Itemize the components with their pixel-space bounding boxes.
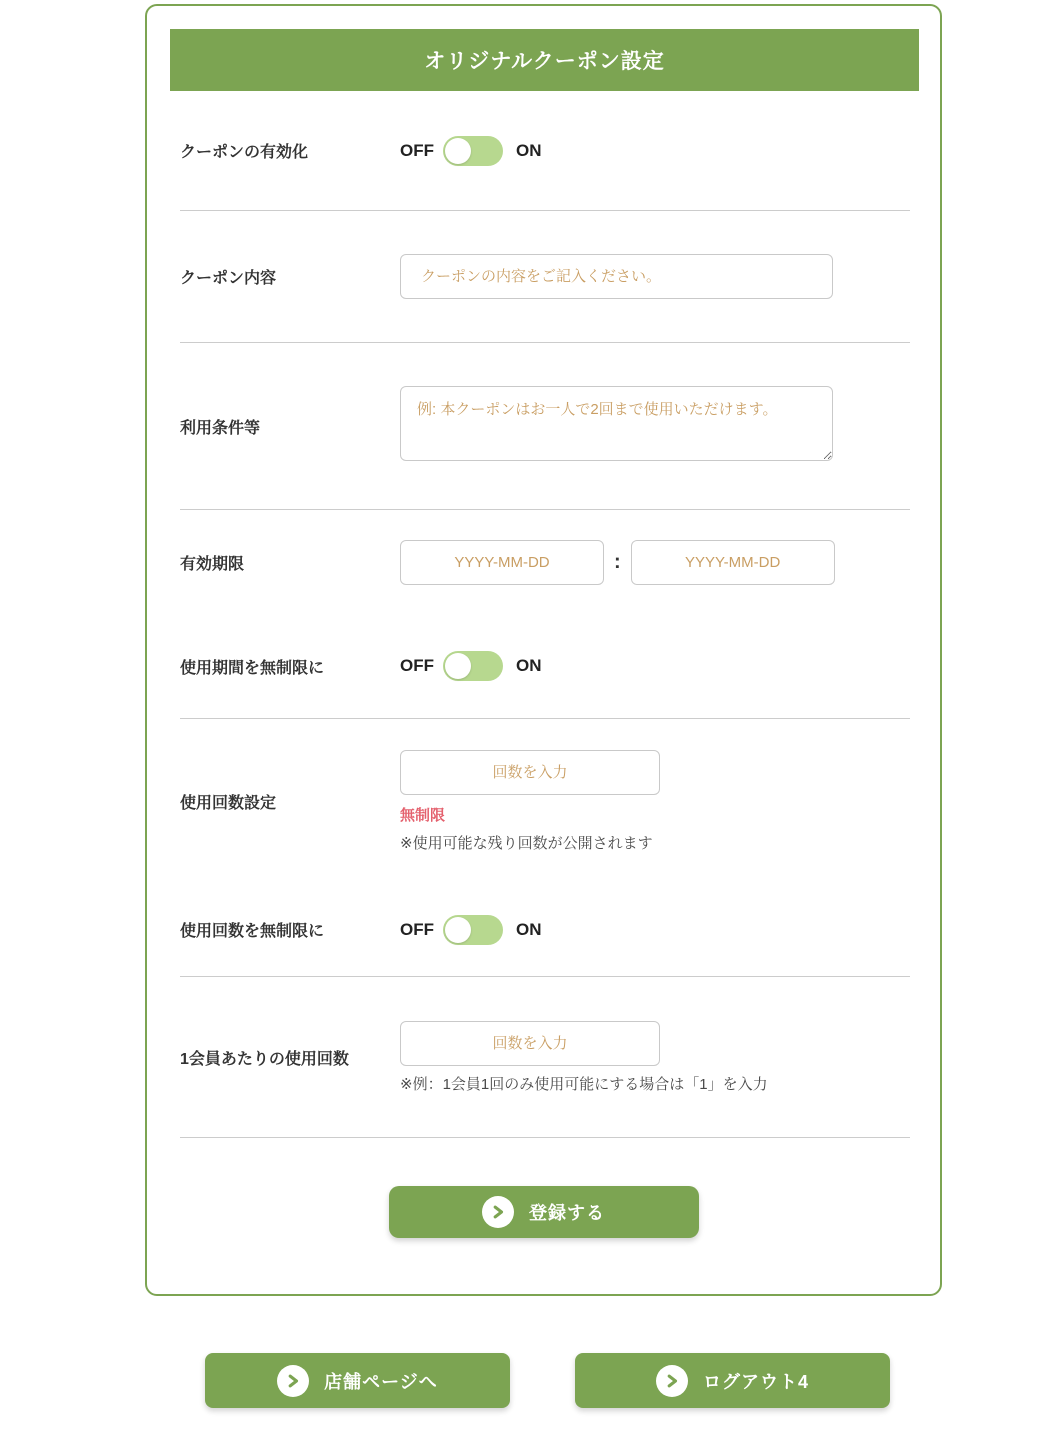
card-header xyxy=(170,29,919,91)
expiry-end-date-input[interactable] xyxy=(631,540,835,585)
usage-conditions-textarea[interactable] xyxy=(400,386,833,461)
store-page-button-label: 店舗ページへ xyxy=(324,1371,438,1392)
toggle-on-label: ON xyxy=(516,656,542,675)
toggle-on-label: ON xyxy=(516,919,542,939)
register-button-label: 登録する xyxy=(529,1203,605,1223)
toggle-knob xyxy=(445,917,471,943)
expiry-date-label: 有効期限 xyxy=(180,555,245,573)
per-member-count-label: 1会員あたりの使用回数 xyxy=(180,1050,349,1068)
toggle-off-label: OFF xyxy=(400,140,434,160)
coupon-activation-label: クーポンの有効化 xyxy=(180,144,309,161)
coupon-activation-control xyxy=(400,136,910,166)
toggle-knob xyxy=(445,653,471,679)
logout-button-label: ログアウト4 xyxy=(702,1371,809,1392)
chevron-right-icon xyxy=(482,1196,514,1228)
coupon-content-input[interactable] xyxy=(400,254,833,299)
coupon-activation-toggle[interactable] xyxy=(443,136,503,166)
row-usage-conditions xyxy=(147,343,940,509)
row-per-member-count xyxy=(147,977,940,1137)
row-usage-count xyxy=(147,719,940,883)
chevron-right-icon xyxy=(656,1365,688,1397)
date-separator: : xyxy=(614,550,621,573)
usage-count-control xyxy=(400,750,910,853)
per-member-count-note: ※例：1会員1回のみ使用可能にする場合は「1」を入力 xyxy=(400,1075,768,1093)
row-coupon-activation xyxy=(147,91,940,210)
count-unlimited-control xyxy=(400,915,910,945)
row-period-unlimited xyxy=(147,614,940,718)
coupon-content-control xyxy=(400,254,910,299)
coupon-content-label: クーポン内容 xyxy=(180,270,277,287)
toggle-off-label: OFF xyxy=(400,919,434,939)
logout-button[interactable] xyxy=(575,1353,890,1408)
period-unlimited-control xyxy=(400,651,910,681)
expiry-start-date-input[interactable] xyxy=(400,540,604,585)
toggle-knob xyxy=(445,138,471,164)
page-title: オリジナルクーポン設定 xyxy=(424,50,665,73)
per-member-count-control xyxy=(400,1021,910,1094)
row-expiry-date xyxy=(147,510,940,614)
row-count-unlimited xyxy=(147,883,940,976)
chevron-right-icon xyxy=(277,1365,309,1397)
row-coupon-content xyxy=(147,211,940,342)
usage-conditions-label: 利用条件等 xyxy=(180,419,261,437)
usage-count-note: ※使用可能な残り回数が公開されます xyxy=(400,834,653,852)
expiry-date-control xyxy=(400,540,910,585)
usage-count-label: 使用回数設定 xyxy=(180,794,277,812)
toggle-off-label: OFF xyxy=(400,656,434,675)
per-member-count-input[interactable] xyxy=(400,1021,660,1066)
toggle-on-label: ON xyxy=(516,140,542,160)
usage-count-status: 無制限 xyxy=(400,806,446,824)
usage-conditions-control xyxy=(400,386,910,466)
coupon-settings-card xyxy=(145,4,942,1296)
usage-count-input[interactable] xyxy=(400,750,660,795)
submit-row xyxy=(147,1186,940,1238)
divider xyxy=(180,1137,910,1138)
period-unlimited-toggle[interactable] xyxy=(443,651,503,681)
period-unlimited-label: 使用期間を無制限に xyxy=(180,659,325,677)
count-unlimited-label: 使用回数を無制限に xyxy=(180,923,325,940)
register-button[interactable] xyxy=(389,1186,699,1238)
count-unlimited-toggle[interactable] xyxy=(443,915,503,945)
store-page-button[interactable] xyxy=(205,1353,510,1408)
